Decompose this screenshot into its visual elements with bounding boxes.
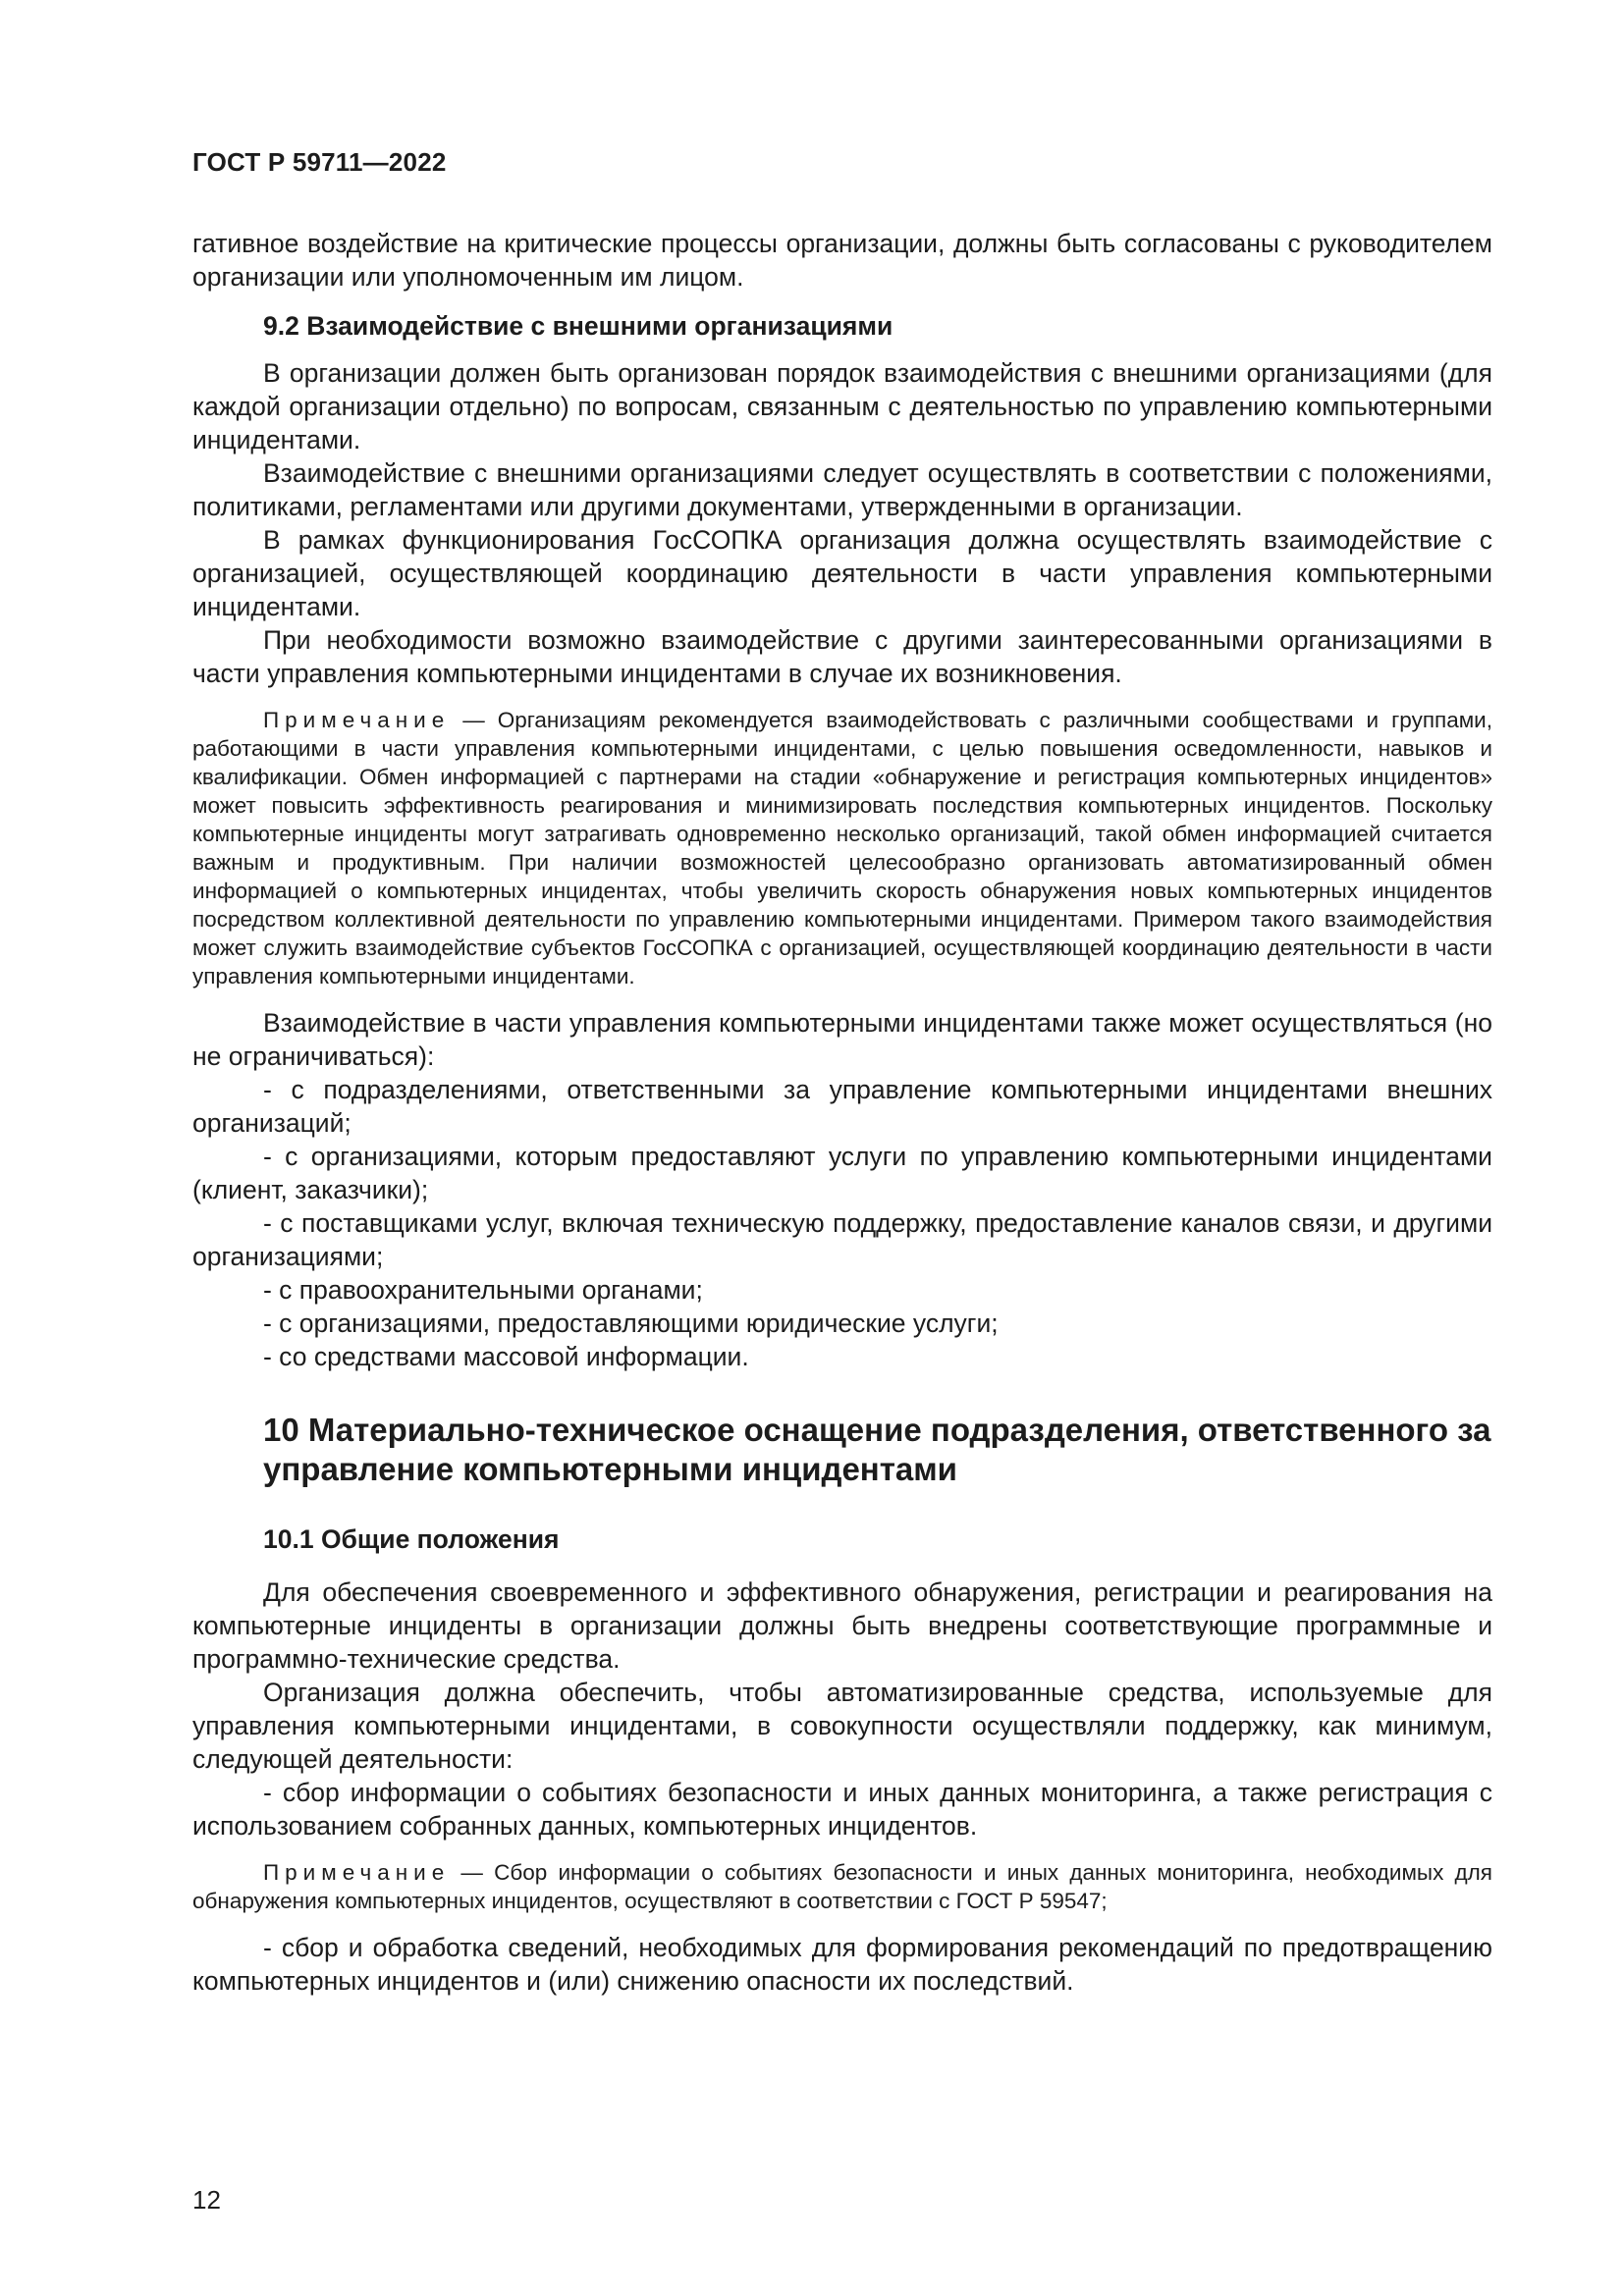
paragraph: Организация должна обеспечить, чтобы автоматизированные средства, используемые для управления компьютерными инцидентами, в совокупности осуществляли поддержку, как минимум, следующей деятельности: (192, 1678, 1492, 1774)
paragraph: В рамках функционирования ГосСОПКА организация должна осуществлять взаимодействие с организацией, осуществляющей координацию деятельности в части управления компьютерными инцидентами. (192, 525, 1492, 621)
paragraph: При необходимости возможно взаимодействие с другими заинтересованными организациями в части управления компьютерными инцидентами в случае их возникновения. (192, 625, 1492, 688)
paragraph: Взаимодействие с внешними организациями следует осуществлять в соответствии с положениями, политиками, регламентами или другими документами, утвержденными в организации. (192, 458, 1492, 521)
list-intro: Взаимодействие в части управления компьютерными инцидентами также может осуществляться (но не ограничиваться): (192, 1008, 1492, 1071)
note-dash: — (450, 1860, 495, 1885)
paragraph: В организации должен быть организован порядок взаимодействия с внешними организациями (для каждой организации отдельно) по вопросам, связанным с деятельностью по управлению компьютерными инцидентами. (192, 358, 1492, 454)
list-item: - с правоохранительными органами; (263, 1275, 703, 1305)
note-10-1 (192, 1858, 1492, 1915)
intro-continuation: гативное воздействие на критические процессы организации, должны быть согласованы с руководителем организации или уполномоченным им лицом. (192, 229, 1492, 292)
list-item: - с подразделениями, ответственными за управление компьютерными инцидентами внешних организаций; (192, 1075, 1492, 1138)
section-9-2-heading: 9.2 Взаимодействие с внешними организациями (263, 311, 893, 341)
paragraph: Для обеспечения своевременного и эффективного обнаружения, регистрации и реагирования на компьютерные инциденты в организации должны быть внедрены соответствующие программные и программно-технические средства. (192, 1577, 1492, 1674)
list-item: - с организациями, предоставляющими юридические услуги; (263, 1308, 999, 1338)
list-item: - с поставщиками услуг, включая техническую поддержку, предоставление каналов связи, и другими организациями; (192, 1208, 1492, 1271)
list-item: - со средствами массовой информации. (263, 1342, 749, 1371)
section-10-heading: 10 Материально-техническое оснащение подразделения, ответственного за управление компьютерными инцидентами (263, 1412, 1491, 1487)
note-text: Сбор информации о событиях безопасности и иных данных мониторинга, необходимых для обнаружения компьютерных инцидентов, осуществляют в соответствии с ГОСТ Р 59547; (192, 1860, 1492, 1913)
note-9-2 (192, 706, 1492, 990)
document-body (192, 227, 1492, 1998)
note-text: Организациям рекомендуется взаимодействовать с различными сообществами и группами, работающими в части управления компьютерными инцидентами, с целью повышения осведомленности, навыков и квалификации. Обмен информацией с партнерами на стадии «обнаружение и регистрация компьютерных инцидентов» может повысить эффективность реагирования и минимизировать последствия компьютерных инцидентов. Поскольку компьютерные инциденты могут затрагивать одновременно несколько организаций, такой обмен информацией считается важным и продуктивным. При наличии возможностей целесообразно организовать автоматизированный обмен информацией о компьютерных инцидентах, чтобы увеличить скорость обнаружения новых компьютерных инцидентов посредством коллективной деятельности по управлению компьютерными инцидентами. Примером такого взаимодействия может служить взаимодействие субъектов ГосСОПКА с организацией, осуществляющей координацию деятельности в части управления компьютерными инцидентами. (192, 708, 1492, 988)
document-header: ГОСТ Р 59711—2022 (192, 147, 447, 177)
list-item: - с организациями, которым предоставляют услуги по управлению компьютерными инцидентами (клиент, заказчики); (192, 1142, 1492, 1204)
list-item: - сбор информации о событиях безопасности и иных данных мониторинга, а также регистрация с использованием собранных данных, компьютерных инцидентов. (192, 1778, 1492, 1841)
note-dash: — (450, 708, 498, 732)
page-number: 12 (192, 2185, 221, 2215)
note-label: Примечание (263, 708, 451, 732)
note-label: Примечание (263, 1860, 451, 1885)
section-10-1-heading: 10.1 Общие положения (263, 1524, 560, 1554)
list-item: - сбор и обработка сведений, необходимых для формирования рекомендаций по предотвращению компьютерных инцидентов и (или) снижению опасности их последствий. (192, 1933, 1492, 1996)
